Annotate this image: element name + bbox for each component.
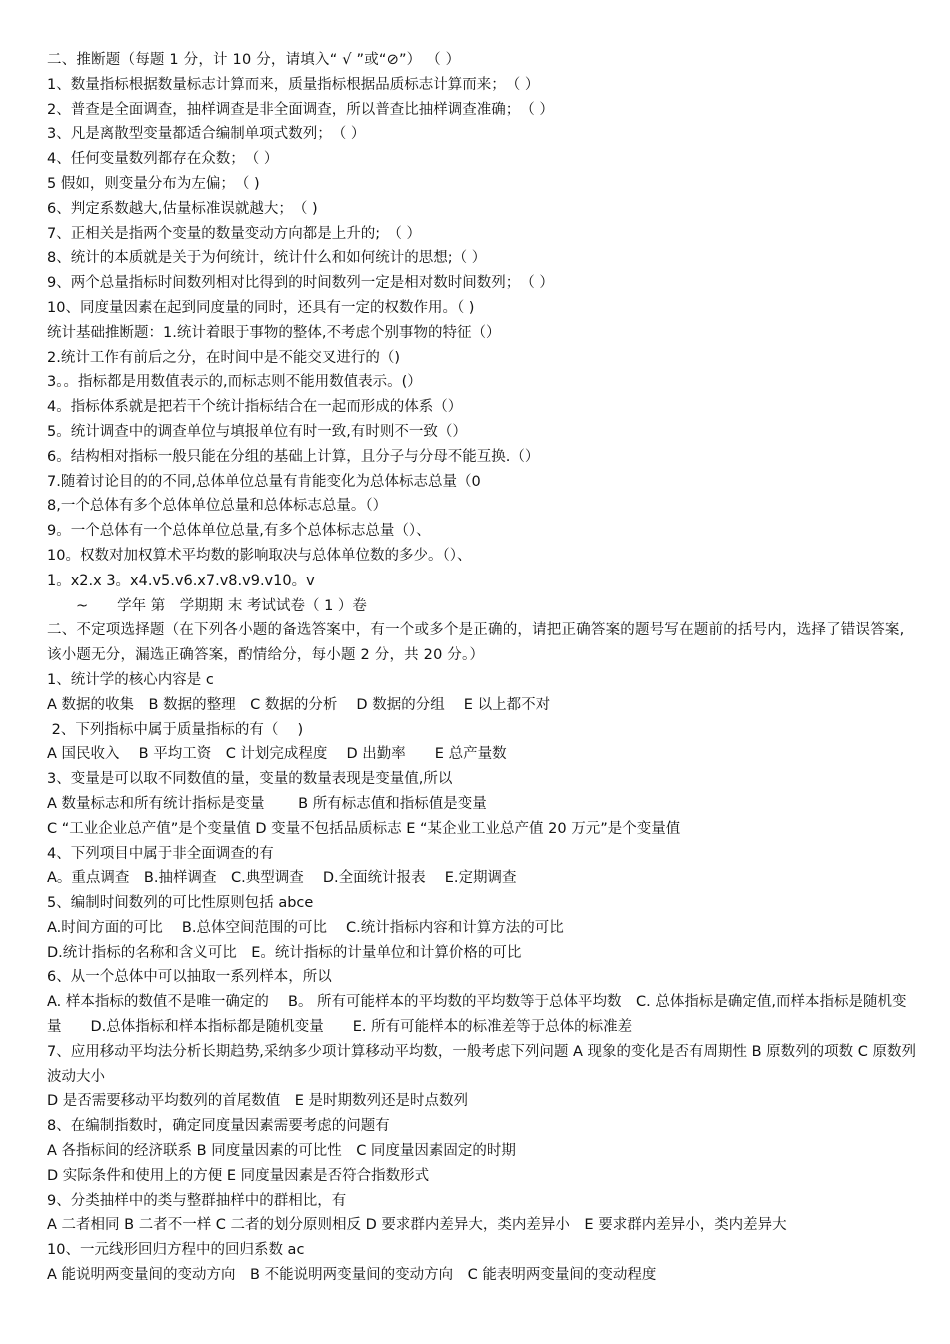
question-item: 9、分类抽样中的类与整群抽样中的群相比，有 (47, 1192, 347, 1209)
question-item: 3、凡是离散型变量都适合编制单项式数列； （ ） (47, 126, 366, 143)
question-item: 5 假如，则变量分布为左偏； （ ) (47, 175, 260, 192)
option-line: A 数据的收集 B 数据的整理 C 数据的分析 D 数据的分组 E 以上都不对 (47, 696, 551, 713)
option-line: D 是否需要移动平均数列的首尾数值 E 是时期数列还是时点数列 (47, 1093, 469, 1110)
option-line: A 能说明两变量间的变动方向 B 不能说明两变量间的变动方向 C 能表明两变量间的变动程度 (47, 1267, 657, 1284)
question-item: 8、统计的本质就是关于为何统计，统计什么和如何统计的思想;（ ） (47, 250, 487, 267)
question-item: 10、同度量因素在起到同度量的同时，还具有一定的权数作用。（ ) (47, 299, 475, 316)
question-item: 9。一个总体有一个总体单位总量,有多个总体标志总量（）、 (47, 523, 431, 540)
question-item: 1、统计学的核心内容是 c (47, 671, 214, 688)
option-line: D 实际条件和使用上的方便 E 同度量因素是否符合指数形式 (47, 1167, 430, 1184)
option-line: A 国民收入 B 平均工资 C 计划完成程度 D 出勤率 E 总产量数 (47, 746, 507, 763)
question-item: 8,一个总体有多个总体单位总量和总体标志总量。（） (47, 498, 388, 515)
question-item: 4、下列项目中属于非全面调查的有 (47, 845, 274, 862)
exam-title: ~ 学年 第 学期期 末 考试试卷（ 1 ）卷 (47, 597, 367, 614)
section1-list (47, 73, 917, 321)
question-item: 2、下列指标中属于质量指标的有（ ) (47, 721, 304, 738)
question-item: 统计基础推断题：1.统计着眼于事物的整体,不考虑个别事物的特征（） (47, 324, 501, 341)
section1-heading: 二、推断题（每题 1 分，计 10 分，请填入“ √ ”或“⊘”） （ ） (47, 52, 461, 68)
question-item: 8、在编制指数时，确定同度量因素需要考虑的问题有 (47, 1118, 390, 1135)
question-item: 1、数量指标根据数量标志计算而来，质量指标根据品质标志计算而来； （ ） (47, 76, 540, 93)
question-item: 2、普查是全面调查，抽样调查是非全面调查，所以普查比抽样调查准确； （ ） (47, 101, 554, 118)
question-item: 5。统计调查中的调查单位与填报单位有时一致,有时则不一致（） (47, 423, 467, 440)
question-item: 7.随着讨论目的的不同,总体单位总量有肯能变化为总体标志总量（0 (47, 473, 481, 490)
question-item: 9、两个总量指标时间数列相对比得到的时间数列一定是相对数时间数列； （ ） (47, 275, 554, 292)
question-item: 10。权数对加权算术平均数的影响取决与总体单位数的多少。（）、 (47, 547, 472, 564)
question-item: 10、一元线形回归方程中的回归系数 ac (47, 1242, 305, 1259)
option-line: A 各指标间的经济联系 B 同度量因素的可比性 C 同度量因素固定的时期 (47, 1143, 516, 1160)
question-item: 4。指标体系就是把若干个统计指标结合在一起而形成的体系（） (47, 399, 463, 416)
option-line: D.统计指标的名称和含义可比 E。统计指标的计量单位和计算价格的可比 (47, 944, 522, 961)
section3-list (47, 668, 917, 1288)
question-item: 3。。指标都是用数值表示的,而标志则不能用数值表示。(） (47, 374, 422, 391)
answer-key: 1。x2.x 3。x4.v5.v6.x7.v8.v9.v10。v (47, 572, 315, 589)
option-line: A 二者相同 B 二者不一样 C 二者的划分原则相反 D 要求群内差异大，类内差异小 E 要求群内差异小，类内差异大 (47, 1217, 787, 1234)
option-line: A.时间方面的可比 B.总体空间范围的可比 C.统计指标内容和计算方法的可比 (47, 919, 564, 936)
section3-heading: 二、不定项选择题（在下列各小题的备选答案中，有一个或多个是正确的，请把正确答案的题号写在题前的括号内，选择了错误答案,该小题无分，漏选正确答案，酌情给分，每小题 2 分，共 20 分。） (47, 622, 905, 664)
option-line: A。重点调查 B.抽样调查 C.典型调查 D.全面统计报表 E.定期调查 (47, 870, 517, 887)
question-item: 4、任何变量数列都存在众数； （ ） (47, 151, 279, 168)
document-page (47, 48, 917, 1288)
question-item: 6。结构相对指标一般只能在分组的基础上计算，且分子与分母不能互换.（） (47, 448, 540, 465)
question-item: 7、应用移动平均法分析长期趋势,采纳多少项计算移动平均数，一般考虑下列问题 A 现象的变化是否有周期性 B 原数列的项数 C 原数列波动大小 (47, 1043, 916, 1085)
question-item: 3、变量是可以取不同数值的量，变量的数量表现是变量值,所以 (47, 771, 453, 788)
question-item: 6、从一个总体中可以抽取一系列样本，所以 (47, 969, 332, 986)
section2-list (47, 321, 917, 594)
question-item: 2.统计工作有前后之分，在时间中是不能交叉进行的（) (47, 349, 400, 366)
question-item: 5、编制时间数列的可比性原则包括 abce (47, 895, 314, 912)
option-line: A 数量标志和所有统计指标是变量 B 所有标志值和指标值是变量 (47, 795, 487, 812)
option-line: A. 样本指标的数值不是唯一确定的 B。 所有可能样本的平均数的平均数等于总体平均数 C. 总体指标是确定值,而样本指标是随机变量 D.总体指标和样本指标都是随机变量 E. 所有可能样本的标准差等于总体的标准差 (47, 994, 907, 1036)
question-item: 6、判定系数越大,估量标准误就越大； （ ) (47, 200, 318, 217)
option-line: C “工业企业总产值”是个变量值 D 变量不包括品质标志 E “某企业工业总产值 20 万元”是个变量值 (47, 820, 681, 837)
question-item: 7、正相关是指两个变量的数量变动方向都是上升的; （ ） (47, 225, 421, 242)
